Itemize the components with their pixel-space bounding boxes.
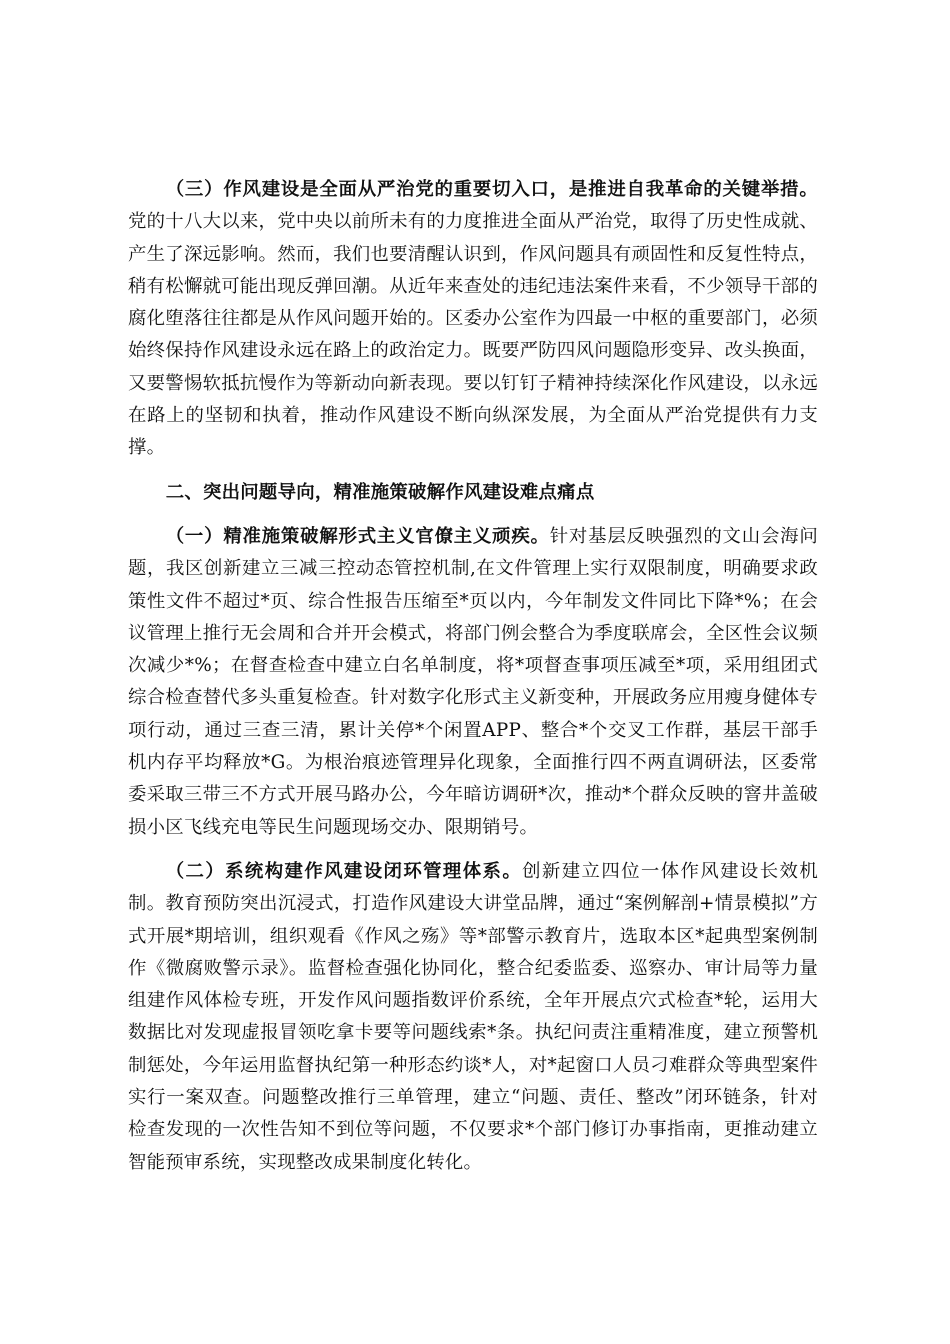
paragraph-closed-loop-management: [128, 856, 818, 1179]
paragraph-body: 党的十八大以来，党中央以前所未有的力度推进全面从严治党，取得了历史性成就、产生了深远影响。然而，我们也要清醒认识到，作风问题具有顽固性和反复性特点，稍有松懈就可能出现反弹回潮。从近年来查处的违纪违法案件来看，不少领导干部的腐化堕落往往都是从作风问题开始的。区委办公室作为四最一中枢的重要部门，必须始终保持作风建设永远在路上的政治定力。既要严防四风问题隐形变异、改头换面，又要警惕软抵抗慢作为等新动向新表现。要以钉钉子精神持续深化作风建设，以永远在路上的坚韧和执着，推动作风建设不断向纵深发展，为全面从严治党提供有力支撑。: [128, 211, 818, 459]
paragraph-lead: （一）精准施策破解形式主义官僚主义顽疾。: [165, 525, 550, 547]
section-heading-two: 二、突出问题导向，精准施策破解作风建设难点痛点: [165, 481, 595, 503]
paragraph-body: 创新建立四位一体作风建设长效机制。教育预防突出沉浸式，打造作风建设大讲堂品牌，通过“案例解剖+情景模拟”方式开展*期培训，组织观看《作风之殇》等*部警示教育片，选取本区*起典型案例制作《微腐败警示录》。监督检查强化协同化，整合纪委监委、巡察办、审计局等力量组建作风体检专班，开发作风问题指数评价系统，全年开展点穴式检查*轮，运用大数据比对发现虚报冒领吃拿卡要等问题线索*条。执纪问责注重精准度，建立预警机制惩处，今年运用监督执纪第一种形态约谈*人，对*起窗口人员刁难群众等典型案件实行一案双查。问题整改推行三单管理，建立“问题、责任、整改”闭环链条，针对检查发现的一次性告知不到位等问题，不仅要求*个部门修订办事指南，更推动建立智能预审系统，实现整改成果制度化转化。: [128, 860, 818, 1173]
paragraph-body: 针对基层反映强烈的文山会海问题，我区创新建立三减三控动态管控机制,在文件管理上实行双限制度，明确要求政策性文件不超过*页、综合性报告压缩至*页以内，今年制发文件同比下降*%；在会议管理上推行无会周和合并开会模式，将部门例会整合为季度联席会，全区性会议频次减少*%；在督查检查中建立白名单制度，将*项督查事项压减至*项，采用组团式综合检查替代多头重复检查。针对数字化形式主义新变种，开展政务应用瘦身健体专项行动，通过三查三清，累计关停*个闲置APP、整合*个交叉工作群，基层干部手机内存平均释放*G。为根治痕迹管理异化现象，全面推行四不两直调研法，区委常委采取三带三不方式开展马路办公，今年暗访调研*次，推动*个群众反映的窨井盖破损小区飞线充电等民生问题现场交办、限期销号。: [128, 525, 818, 838]
paragraph-lead: （三）作风建设是全面从严治党的重要切入口，是推进自我革命的关键举措。: [165, 179, 818, 200]
document-page: [128, 174, 818, 1179]
paragraph-formalism: [128, 521, 818, 844]
paragraph-lead: （二）系统构建作风建设闭环管理体系。: [165, 860, 523, 882]
paragraph-work-style-importance: [128, 174, 818, 465]
